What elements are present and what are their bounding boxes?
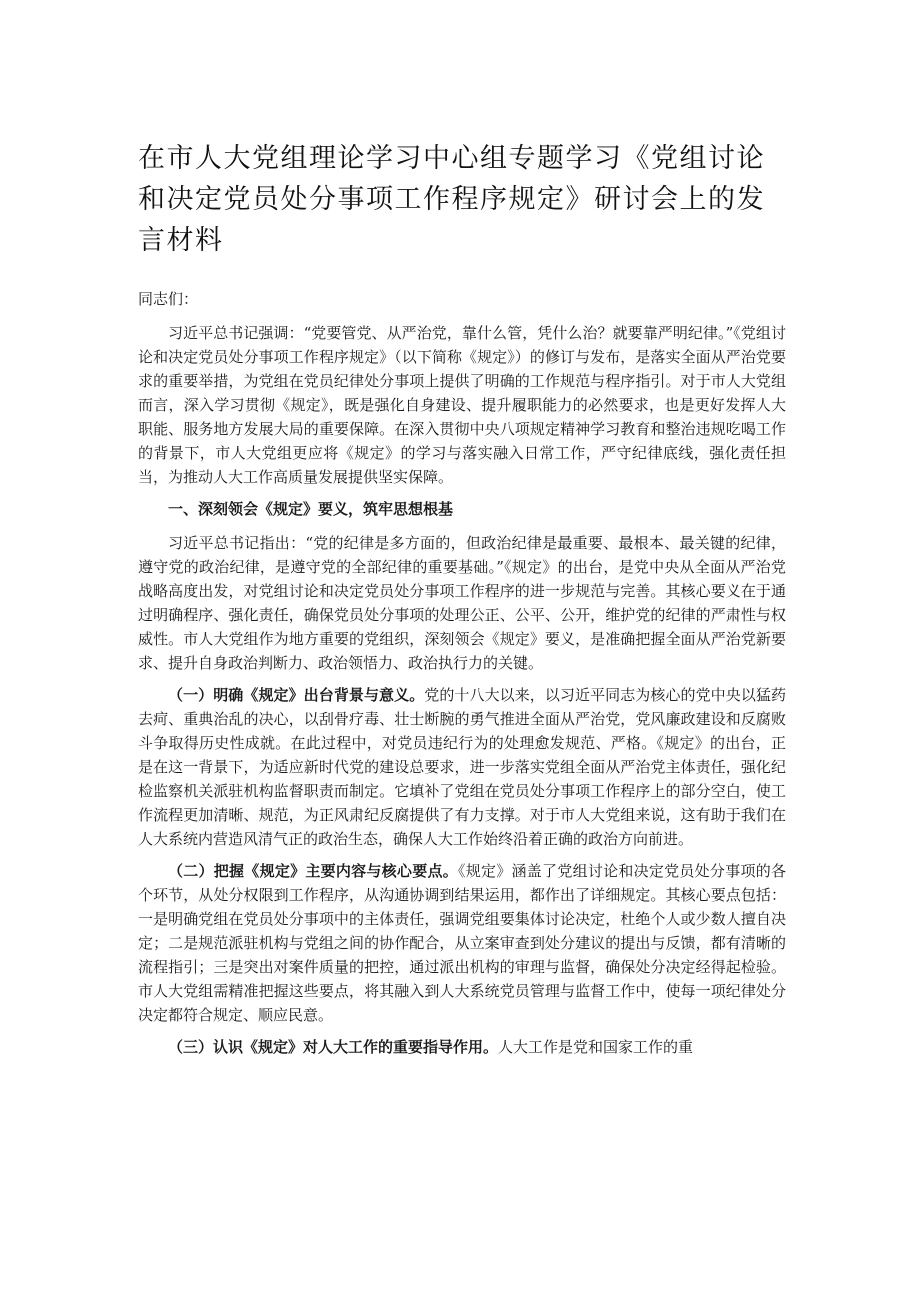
- subsection-2-title: （二）把握《规定》主要内容与核心要点。: [168, 862, 458, 880]
- document-title: 在市人大党组理论学习中心组专题学习《党组讨论和决定党员处分事项工作程序规定》研讨会上的发言材料: [138, 143, 765, 256]
- subsection-2-paragraph: [138, 859, 786, 1027]
- subsection-1-title: （一）明确《规定》出台背景与意义。: [168, 686, 425, 704]
- intro-paragraph: 习近平总书记强调：“党要管党、从严治党，靠什么管，凭什么治？就要靠严明纪律。”《党组讨论和决定党员处分事项工作程序规定》（以下简称《规定》）的修订与发布，是落实全面从严治党要求的重要举措，为党组在党员纪律处分事项上提供了明确的工作规范与程序指引。对于市人大党组而言，深入学习贯彻《规定》，既是强化自身建设、提升履职能力的必然要求，也是更好发挥人大职能、服务地方发展大局的重要保障。在深入贯彻中央八项规定精神学习教育和整治违规吃喝工作的背景下，市人大党组更应将《规定》的学习与落实融入日常工作，严守纪律底线，强化责任担当，为推动人大工作高质量发展提供坚实保障。: [138, 324, 786, 486]
- section1-intro-paragraph: 习近平总书记指出：“党的纪律是多方面的，但政治纪律是最重要、最根本、最关键的纪律，遵守党的政治纪律，是遵守党的全部纪律的重要基础。”《规定》的出台，是党中央从全面从严治党战略高度出发，对党组讨论和决定党员处分事项工作程序的进一步规范与完善。其核心要义在于通过明确程序、强化责任，确保党员处分事项的处理公正、公平、公开，维护党的纪律的严肃性与权威性。市人大党组作为地方重要的党组织，深刻领会《规定》要义，是准确把握全面从严治党新要求、提升自身政治判断力、政治领悟力、政治执行力的关键。: [138, 534, 786, 672]
- subsection-1-body: 党的十八大以来，以习近平同志为核心的党中央以猛药去疴、重典治乱的决心，以刮骨疗毒、壮士断腕的勇气推进全面从严治党，党风廉政建设和反腐败斗争取得历史性成就。在此过程中，对党员违纪行为的处理愈发规范、严格。《规定》的出台，正是在这一背景下，为适应新时代党的建设总要求，进一步落实党组全面从严治党主体责任，强化纪检监察机关派驻机构监督职责而制定。它填补了党组在党员处分事项工作程序上的部分空白，使工作流程更加清晰、规范，为正风肃纪反腐提供了有力支撑。对于市人大党组来说，这有助于我们在人大系统内营造风清气正的政治生态，确保人大工作始终沿着正确的政治方向前进。: [138, 686, 786, 848]
- subsection-3-title: （三）认识《规定》对人大工作的重要指导作用。: [168, 1038, 499, 1056]
- subsection-3-body: 人大工作是党和国家工作的重: [498, 1038, 694, 1056]
- section-heading-1: 一、深刻领会《规定》要义，筑牢思想根基: [168, 500, 454, 518]
- subsection-1-paragraph: [138, 683, 786, 851]
- document-page: [138, 138, 786, 1067]
- subsection-2-body: 《规定》涵盖了党组讨论和决定党员处分事项的各个环节，从处分权限到工作程序，从沟通协调到结果运用，都作出了详细规定。其核心要点包括：一是明确党组在党员处分事项中的主体责任，强调党组要集体讨论决定，杜绝个人或少数人擅自决定；二是规范派驻机构与党组之间的协作配合，从立案审查到处分建议的提出与反馈，都有清晰的流程指引；三是突出对案件质量的把控，通过派出机构的审理与监督，确保处分决定经得起检验。市人大党组需精准把握这些要点，将其融入到人大系统党员管理与监督工作中，使每一项纪律处分决定都符合规定、顺应民意。: [138, 862, 786, 1024]
- salutation: 同志们：: [138, 290, 199, 308]
- subsection-3-paragraph: [138, 1035, 786, 1059]
